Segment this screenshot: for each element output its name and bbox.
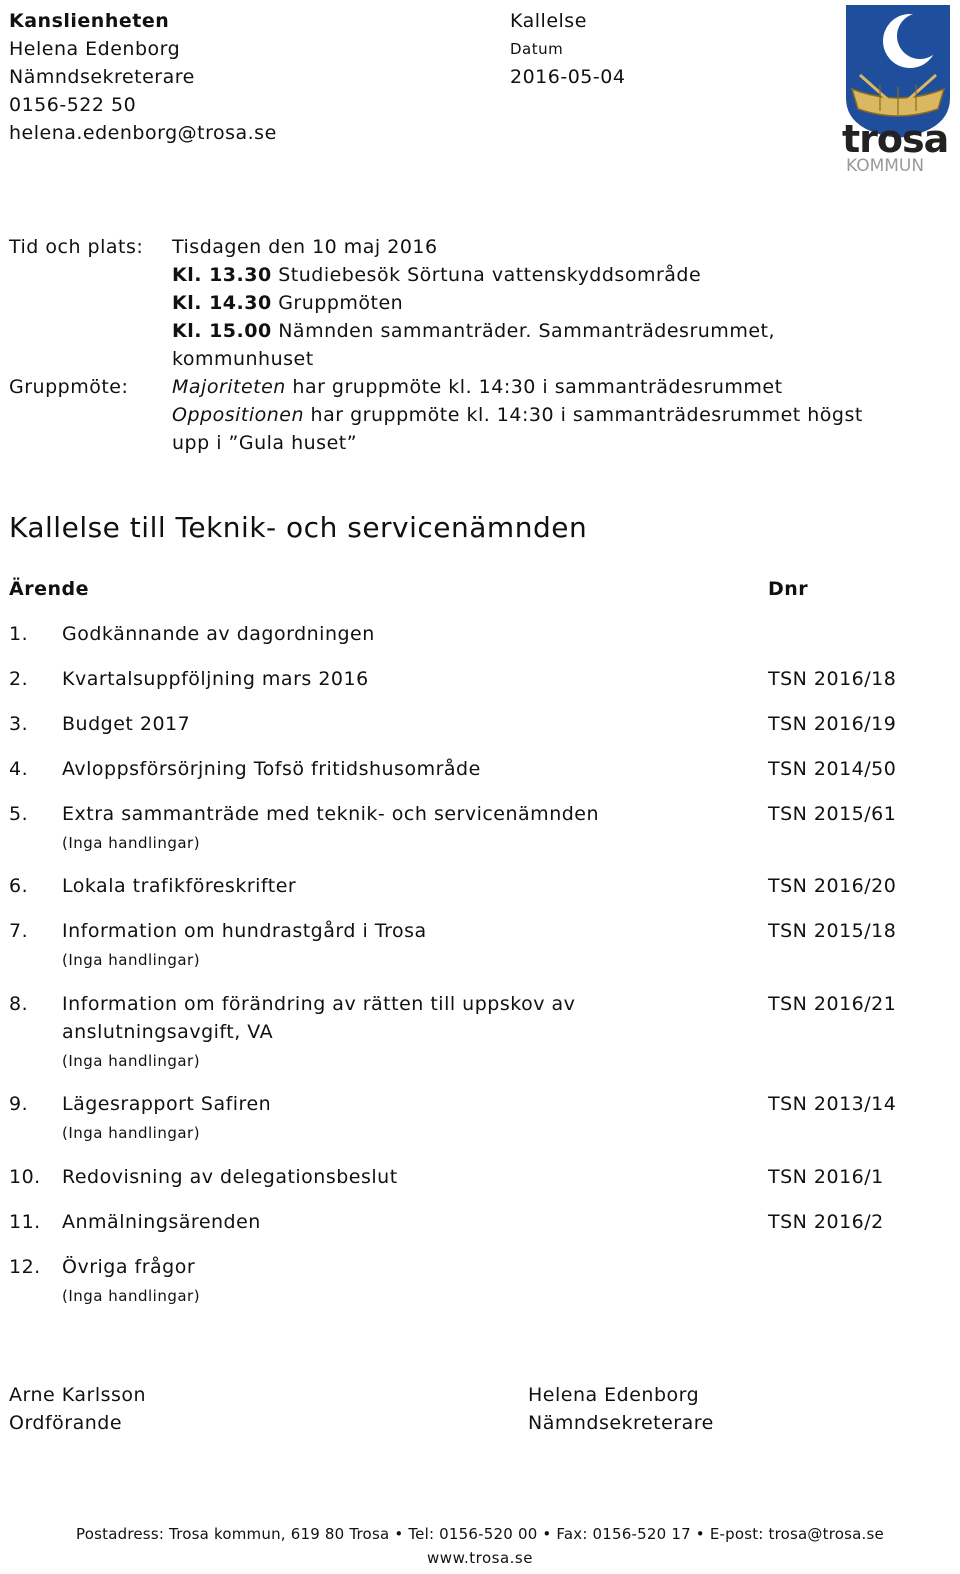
document-meta bbox=[510, 7, 625, 91]
item-number: 6. bbox=[9, 875, 29, 897]
item-number: 9. bbox=[9, 1093, 29, 1115]
sender-phone: 0156-522 50 bbox=[9, 94, 137, 116]
item-title-continuation: anslutningsavgift, VA bbox=[62, 1021, 274, 1043]
signature-chair bbox=[9, 1381, 146, 1437]
item-number: 11. bbox=[9, 1211, 41, 1233]
item-number: 8. bbox=[9, 993, 29, 1015]
item-title: Lägesrapport Safiren bbox=[62, 1093, 272, 1115]
item-note: (Inga handlingar) bbox=[62, 834, 201, 852]
page-title: Kallelse till Teknik- och servicenämnden bbox=[9, 511, 588, 544]
item-title: Kvartalsuppföljning mars 2016 bbox=[62, 668, 369, 690]
schedule-row bbox=[172, 317, 863, 345]
sender-block bbox=[9, 7, 277, 147]
item-dnr: TSN 2016/18 bbox=[768, 668, 897, 690]
sender-name: Helena Edenborg bbox=[9, 38, 181, 60]
agenda-column-dnr: Dnr bbox=[768, 578, 809, 600]
footer-website[interactable]: www.trosa.se bbox=[427, 1549, 533, 1567]
item-title: Övriga frågor bbox=[62, 1256, 196, 1278]
item-note: (Inga handlingar) bbox=[62, 1124, 201, 1142]
item-title: Avloppsförsörjning Tofsö fritidshusområde bbox=[62, 758, 481, 780]
schedule-text: Nämnden sammanträder. Sammanträdesrummet, bbox=[271, 320, 776, 342]
item-number: 5. bbox=[9, 803, 29, 825]
department: Kanslienheten bbox=[9, 10, 170, 32]
sender-email[interactable]: helena.edenborg@trosa.se bbox=[9, 122, 277, 144]
item-number: 2. bbox=[9, 668, 29, 690]
item-dnr: TSN 2016/19 bbox=[768, 713, 897, 735]
group-meeting-label: Gruppmöte: bbox=[9, 376, 129, 398]
item-dnr: TSN 2013/14 bbox=[768, 1093, 897, 1115]
schedule-continuation: kommunhuset bbox=[172, 348, 314, 370]
item-number: 3. bbox=[9, 713, 29, 735]
group-meeting-continuation: upp i ”Gula huset” bbox=[172, 432, 358, 454]
meeting-labels bbox=[9, 233, 143, 401]
agenda-column-item: Ärende bbox=[9, 578, 89, 600]
item-number: 12. bbox=[9, 1256, 41, 1278]
item-dnr: TSN 2016/21 bbox=[768, 993, 897, 1015]
schedule-time: Kl. 13.30 bbox=[172, 264, 272, 286]
date-label: Datum bbox=[510, 40, 564, 58]
item-title: Information om förändring av rätten till uppskov av bbox=[62, 993, 576, 1015]
logo-subword: KOMMUN bbox=[846, 156, 925, 176]
item-number: 7. bbox=[9, 920, 29, 942]
chair-name: Arne Karlsson bbox=[9, 1384, 147, 1406]
schedule-row bbox=[172, 261, 863, 289]
item-title: Lokala trafikföreskrifter bbox=[62, 875, 297, 897]
item-dnr: TSN 2016/1 bbox=[768, 1166, 884, 1188]
schedule-time: Kl. 14.30 bbox=[172, 292, 272, 314]
schedule-text: Studiebesök Sörtuna vattenskyddsområde bbox=[271, 264, 702, 286]
item-title: Redovisning av delegationsbeslut bbox=[62, 1166, 398, 1188]
logo-wordmark: trosa bbox=[842, 117, 949, 161]
party-name: Majoriteten bbox=[172, 376, 286, 398]
doc-date: 2016-05-04 bbox=[510, 66, 626, 88]
item-title: Godkännande av dagordningen bbox=[62, 623, 375, 645]
trosa-kommun-logo bbox=[840, 3, 955, 175]
footer-contact: Postadress: Trosa kommun, 619 80 Trosa • Tel: 0156-520 00 • Fax: 0156-520 17 • E-post: trosa@trosa.se bbox=[76, 1525, 884, 1543]
item-number: 1. bbox=[9, 623, 29, 645]
item-number: 10. bbox=[9, 1166, 41, 1188]
group-meeting-majority: Majoriteten har gruppmöte kl. 14:30 i sammanträdesrummet bbox=[172, 376, 783, 398]
meeting-details bbox=[172, 233, 863, 457]
doc-type: Kallelse bbox=[510, 10, 587, 32]
item-dnr: TSN 2015/61 bbox=[768, 803, 897, 825]
group-meeting-opposition: Oppositionen har gruppmöte kl. 14:30 i sammanträdesrummet högst bbox=[172, 404, 863, 426]
schedule-time: Kl. 15.00 bbox=[172, 320, 272, 342]
item-dnr: TSN 2015/18 bbox=[768, 920, 897, 942]
item-title: Budget 2017 bbox=[62, 713, 191, 735]
item-title: Information om hundrastgård i Trosa bbox=[62, 920, 427, 942]
item-dnr: TSN 2014/50 bbox=[768, 758, 897, 780]
schedule-text: Gruppmöten bbox=[271, 292, 404, 314]
secretary-role: Nämndsekreterare bbox=[528, 1412, 714, 1434]
item-note: (Inga handlingar) bbox=[62, 951, 201, 969]
secretary-name: Helena Edenborg bbox=[528, 1384, 700, 1406]
meeting-date: Tisdagen den 10 maj 2016 bbox=[172, 236, 438, 258]
page-footer bbox=[0, 1522, 960, 1570]
time-place-label: Tid och plats: bbox=[9, 236, 144, 258]
schedule-row bbox=[172, 289, 863, 317]
item-note: (Inga handlingar) bbox=[62, 1052, 201, 1070]
item-dnr: TSN 2016/2 bbox=[768, 1211, 884, 1233]
item-number: 4. bbox=[9, 758, 29, 780]
item-dnr: TSN 2016/20 bbox=[768, 875, 897, 897]
chair-role: Ordförande bbox=[9, 1412, 123, 1434]
item-title: Extra sammanträde med teknik- och servicenämnden bbox=[62, 803, 600, 825]
sender-role: Nämndsekreterare bbox=[9, 66, 195, 88]
party-name: Oppositionen bbox=[172, 404, 305, 426]
item-note: (Inga handlingar) bbox=[62, 1287, 201, 1305]
signature-secretary bbox=[528, 1381, 714, 1437]
item-title: Anmälningsärenden bbox=[62, 1211, 261, 1233]
